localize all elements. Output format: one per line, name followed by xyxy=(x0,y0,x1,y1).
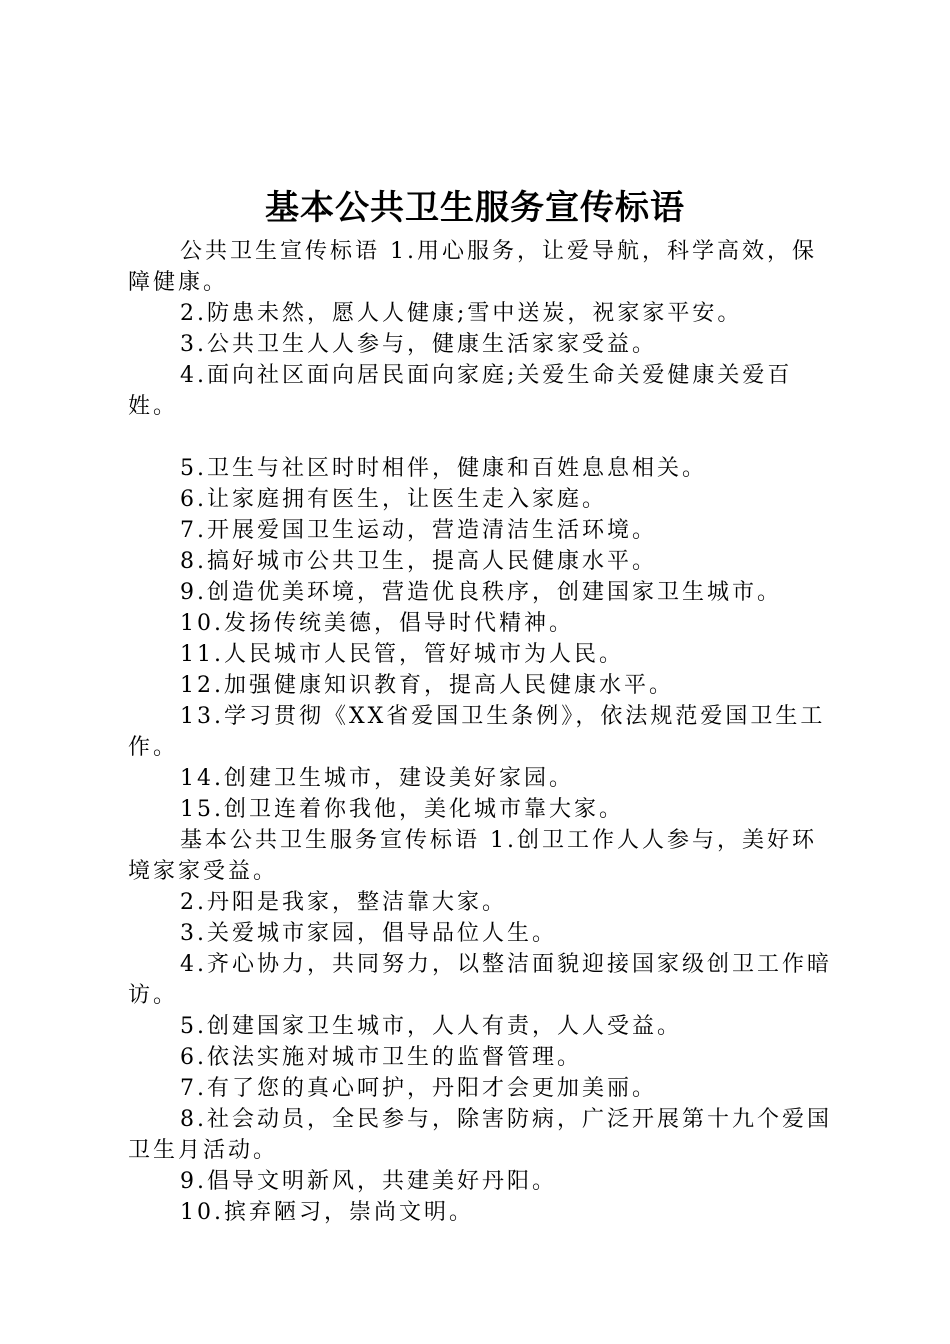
paragraph: 公共卫生宣传标语 1.用心服务，让爱导航，科学高效，保障健康。 xyxy=(128,239,817,295)
paragraph: 10.发扬传统美德，倡导时代精神。 xyxy=(180,611,574,636)
paragraph: 10.摈弃陋习，崇尚文明。 xyxy=(180,1200,474,1225)
paragraph: 7.有了您的真心呵护，丹阳才会更加美丽。 xyxy=(180,1076,657,1101)
paragraph: 6.让家庭拥有医生，让医生走入家庭。 xyxy=(180,487,607,512)
paragraph: 基本公共卫生服务宣传标语 1.创卫工作人人参与，美好环境家家受益。 xyxy=(128,828,817,884)
document-title: 基本公共卫生服务宣传标语 xyxy=(265,188,685,228)
paragraph: 13.学习贯彻《XX省爱国卫生条例》，依法规范爱国卫生工作。 xyxy=(128,704,826,760)
paragraph: 2.丹阳是我家，整洁靠大家。 xyxy=(180,890,507,915)
paragraph: 6.依法实施对城市卫生的监督管理。 xyxy=(180,1045,582,1070)
paragraph: 3.公共卫生人人参与，健康生活家家受益。 xyxy=(180,332,657,357)
paragraph: 9.倡导文明新风，共建美好丹阳。 xyxy=(180,1169,557,1194)
paragraph: 15.创卫连着你我他，美化城市靠大家。 xyxy=(180,797,624,822)
paragraph: 7.开展爱国卫生运动，营造清洁生活环境。 xyxy=(180,518,657,543)
paragraph: 4.齐心协力，共同努力，以整洁面貌迎接国家级创卫工作暗访。 xyxy=(128,952,832,1008)
paragraph: 5.创建国家卫生城市，人人有责，人人受益。 xyxy=(180,1014,682,1039)
document-body xyxy=(128,236,834,1228)
paragraph: 5.卫生与社区时时相伴，健康和百姓息息相关。 xyxy=(180,456,707,481)
paragraph: 11.人民城市人民管，管好城市为人民。 xyxy=(180,642,624,667)
paragraph: 8.搞好城市公共卫生，提高人民健康水平。 xyxy=(180,549,657,574)
paragraph: 14.创建卫生城市，建设美好家园。 xyxy=(180,766,574,791)
paragraph: 2.防患未然，愿人人健康;雪中送炭，祝家家平安。 xyxy=(180,301,743,326)
paragraph: 9.创造优美环境，营造优良秩序，创建国家卫生城市。 xyxy=(180,580,782,605)
paragraph: 8.社会动员，全民参与，除害防病，广泛开展第十九个爱国卫生月活动。 xyxy=(128,1107,832,1163)
paragraph: 12.加强健康知识教育，提高人民健康水平。 xyxy=(180,673,674,698)
paragraph: 3.关爱城市家园，倡导品位人生。 xyxy=(180,921,557,946)
paragraph: 4.面向社区面向居民面向家庭;关爱生命关爱健康关爱百姓。 xyxy=(128,363,793,419)
